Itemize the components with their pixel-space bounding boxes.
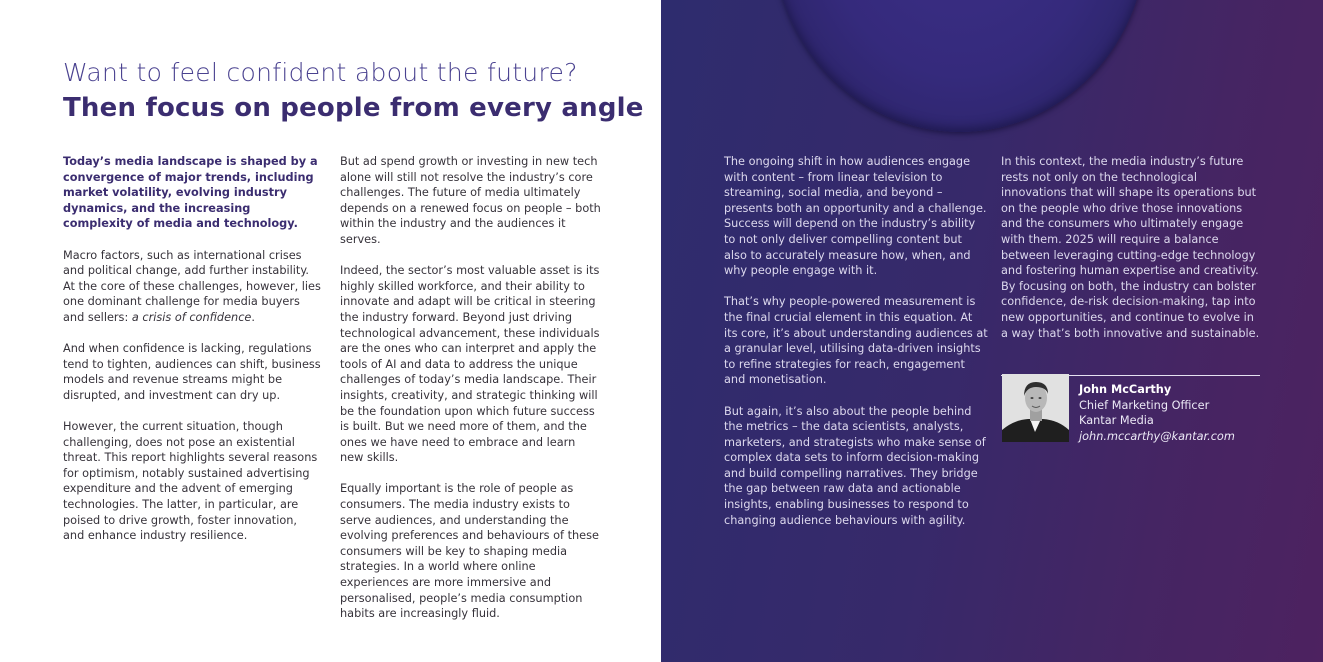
paragraph: In this context, the media industry’s future rests not only on the technological innovations that will shape its operations but on the people who drive those innovations and the consumers who ultimately engage with them. 2025 will require a balance between leveraging cutting-edge technology and fostering human expertise and creativity. By focusing on both, the industry can bolster confidence, de-risk decision-making, tap into new opportunities, and continue to evolve in a way that’s both innovative and sustainable. bbox=[1001, 155, 1260, 340]
heading-light: Want to feel confident about the future? bbox=[63, 58, 578, 87]
author-email[interactable]: john.mccarthy@kantar.com bbox=[1079, 429, 1235, 443]
right-column-1 bbox=[724, 154, 988, 544]
author-name: John McCarthy bbox=[1079, 383, 1172, 396]
portrait-image bbox=[1002, 374, 1069, 442]
paragraph: However, the current situation, though challenging, does not pose an existential threat. This report highlights several reasons for optimism, notably sustained advertising expenditure and the advent of emerging technologies. The latter, in particular, are poised to drive growth, foster innovation, and enhance industry resilience. bbox=[63, 420, 318, 543]
author-photo bbox=[1002, 374, 1069, 442]
paragraph: But ad spend growth or investing in new tech alone will still not resolve the industry’s core challenges. The future of media ultimately depends on a renewed focus on people – both within the industry and the audiences it serves. bbox=[340, 155, 601, 246]
paragraph: The ongoing shift in how audiences engage with content – from linear television to streaming, social media, and beyond – presents both an opportunity and a challenge. Success will depend on the industry’s ability to not only deliver compelling content but also to accurately measure how, when, and why people engage with it. bbox=[724, 155, 987, 278]
emphasis-text: a crisis of confidence bbox=[131, 310, 252, 324]
paragraph: Equally important is the role of people as consumers. The media industry exists to serve audiences, and understanding the evolving preferences and behaviours of these consumers will be key to shaping media strategies. In a world where online experiences are more immersive and personalised, people’s media consumption habits are increasingly fluid. bbox=[340, 482, 599, 621]
author-title: Chief Marketing Officer bbox=[1079, 398, 1210, 412]
paragraph: That’s why people-powered measurement is the final crucial element in this equation. At its core, it’s about understanding audiences at a granular level, utilising data-driven insights to refine strategies for reach, engagement and monetisation. bbox=[724, 295, 988, 387]
paragraph: Macro factors, such as international crises and political change, add further instability. At the core of these challenges, however, lies one dominant challenge for media buyers and sellers: a crisis of confidence. bbox=[63, 248, 321, 324]
decorative-sphere bbox=[773, 0, 1147, 132]
heading-bold: Then focus on people from every angle bbox=[63, 93, 644, 123]
lead-paragraph: Today’s media landscape is shaped by a convergence of major trends, including market volatility, evolving industry dynamics, and the increasing complexity of media and technology. bbox=[63, 155, 318, 231]
author-block bbox=[1079, 382, 1235, 444]
paragraph: And when confidence is lacking, regulations tend to tighten, audiences can shift, business models and revenue streams might be disrupted, and investment can dry up. bbox=[63, 342, 321, 402]
right-column-2 bbox=[1001, 154, 1263, 357]
paragraph: But again, it’s also about the people behind the metrics – the data scientists, analysts, marketers, and strategists who make sense of complex data sets to inform decision-making and build compelling narratives. They bridge the gap between raw data and actionable insights, enabling businesses to respond to changing audience behaviours with agility. bbox=[724, 404, 986, 527]
paragraph: Indeed, the sector’s most valuable asset is its highly skilled workforce, and their ability to innovate and adapt will be critical in steering the industry forward. Beyond just driving technological advancement, these individuals are the ones who can interpret and apply the tools of AI and data to address the unique challenges of today’s media landscape. Their insights, creativity, and strategic thinking will be the foundation upon which future success is built. But we need more of them, and the ones we have need to embrace and learn new skills. bbox=[340, 264, 600, 465]
left-column-1 bbox=[63, 154, 321, 559]
left-column-2 bbox=[340, 154, 602, 637]
author-company: Kantar Media bbox=[1079, 414, 1154, 428]
